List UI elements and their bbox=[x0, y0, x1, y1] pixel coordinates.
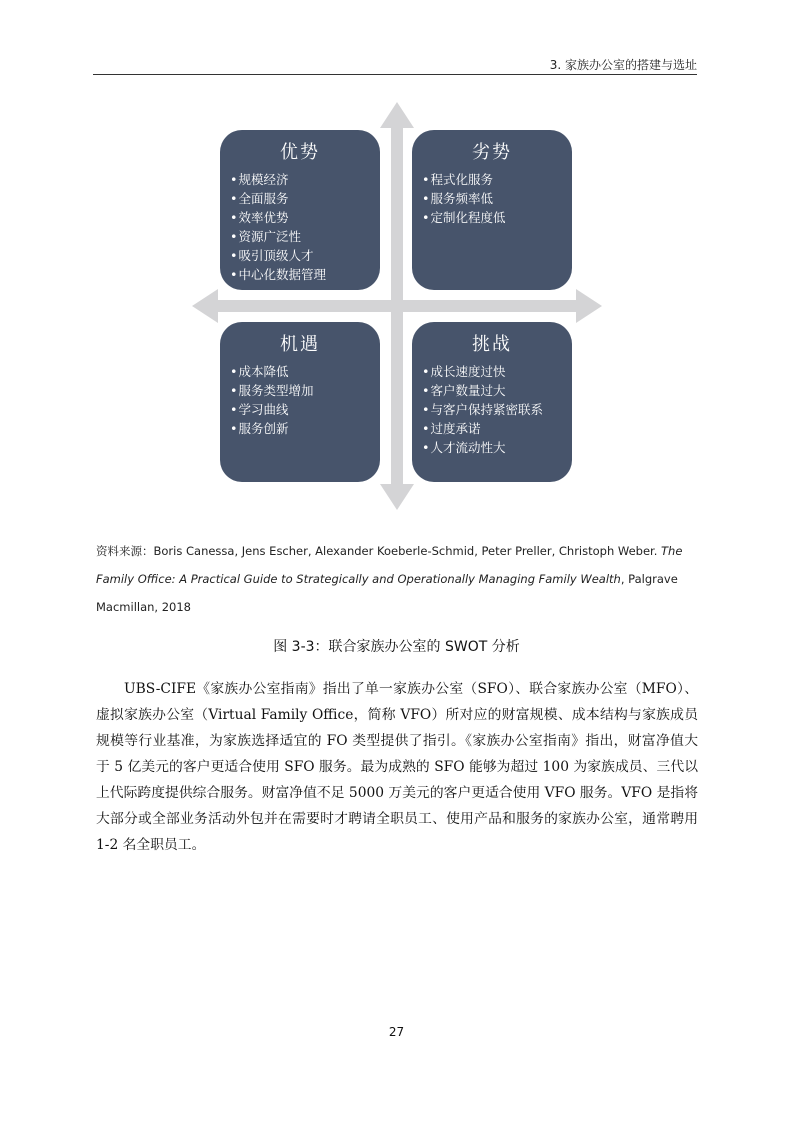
figure-source-note bbox=[96, 537, 698, 621]
source-authors: Boris Canessa, Jens Escher, Alexander Koeberle-Schmid, Peter Preller, Christoph Weber. bbox=[153, 544, 662, 558]
threats-item: • 与客户保持紧密联系 bbox=[422, 400, 562, 419]
opportunities-item: • 服务创新 bbox=[230, 419, 370, 438]
strengths-title: 优势 bbox=[280, 142, 320, 163]
weaknesses-title: 劣势 bbox=[472, 142, 512, 163]
weaknesses-item: • 定制化程度低 bbox=[422, 208, 562, 227]
strengths-item: • 资源广泛性 bbox=[230, 227, 370, 246]
threats-title: 挑战 bbox=[472, 334, 512, 355]
opportunities-item: • 成本降低 bbox=[230, 362, 370, 381]
source-publisher: , Palgrave Macmillan, 2018 bbox=[96, 572, 678, 614]
source-book-title: The Family Office: A Practical Guide to Strategically and Operationally Managing Family Wealth bbox=[96, 544, 683, 586]
opportunities-item: • 服务类型增加 bbox=[230, 381, 370, 400]
figure-caption: 图 3-3：联合家族办公室的 SWOT 分析 bbox=[273, 639, 520, 655]
threats-item: • 过度承诺 bbox=[422, 419, 562, 438]
threats-item: • 成长速度过快 bbox=[422, 362, 562, 381]
weaknesses-item: • 程式化服务 bbox=[422, 170, 562, 189]
opportunities-title: 机遇 bbox=[280, 334, 320, 355]
opportunities-item: • 学习曲线 bbox=[230, 400, 370, 419]
swot-diagram bbox=[190, 100, 604, 512]
strengths-item: • 吸引顶级人才 bbox=[230, 246, 370, 265]
swot-strengths-box bbox=[220, 130, 380, 290]
strengths-item: • 效率优势 bbox=[230, 208, 370, 227]
swot-opportunities-box bbox=[220, 322, 380, 482]
strengths-item: • 全面服务 bbox=[230, 189, 370, 208]
swot-threats-box bbox=[412, 322, 572, 482]
source-label: 资料来源： bbox=[96, 544, 154, 558]
strengths-item: • 规模经济 bbox=[230, 170, 370, 189]
page-number: 27 bbox=[388, 1025, 405, 1039]
threats-item: • 客户数量过大 bbox=[422, 381, 562, 400]
header-rule bbox=[93, 74, 697, 75]
running-header: 3. 家族办公室的搭建与选址 bbox=[549, 58, 697, 72]
threats-item: • 人才流动性大 bbox=[422, 438, 562, 457]
swot-weaknesses-box bbox=[412, 130, 572, 290]
strengths-item: • 中心化数据管理 bbox=[230, 265, 370, 284]
weaknesses-item: • 服务频率低 bbox=[422, 189, 562, 208]
body-paragraph: UBS-CIFE《家族办公室指南》指出了单一家族办公室（SFO）、联合家族办公室（MFO）、虚拟家族办公室（Virtual Family Office，简称 VFO）所对应的财富规模、成本结构与家族成员规模等行业基准，为家族选择适宜的 FO 类型提供了指引。《家族办公室指南》指出，财富净值大于 5 亿美元的客户更适合使用 SFO 服务。最为成熟的 SFO 能够为超过 100 为家族成员、三代以上代际跨度提供综合服务。财富净值不足 5000 万美元的客户更适合使用 VFO 服务。VFO 是指将大部分或全部业务活动外包并在需要时才聘请全职员工、使用产品和服务的家族办公室，通常聘用 1-2 名全职员工。 bbox=[96, 681, 698, 853]
